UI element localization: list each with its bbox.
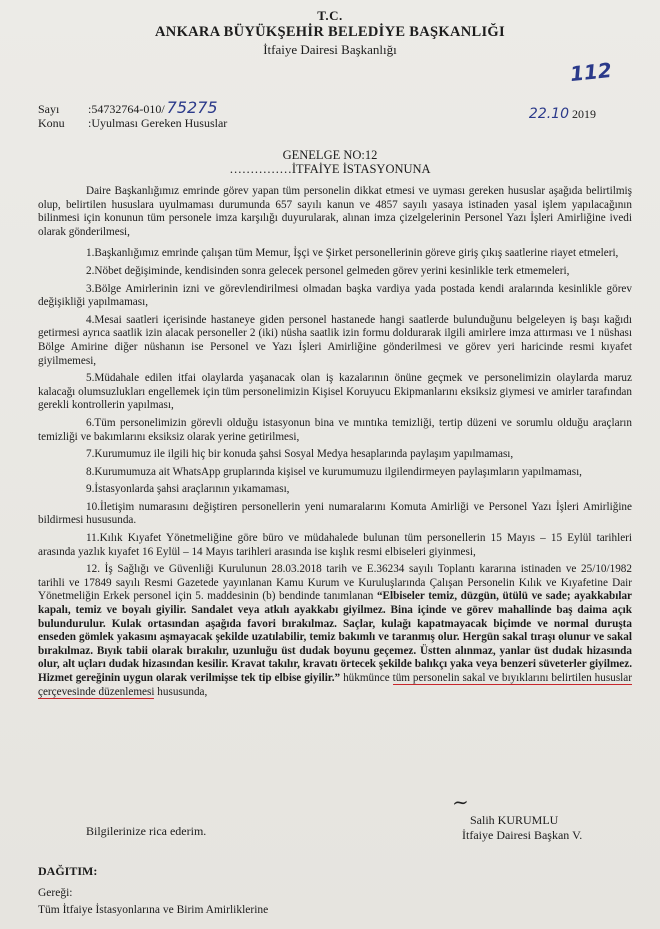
paragraph-item: 10.İletişim numarasını değiştiren personellerin yeni numaralarını Komuta Amirliği ve Personel Yazı İşleri Amirliğine bildirmesi hususunda.	[38, 500, 632, 527]
sayi-value: :54732764-010/	[88, 102, 165, 116]
konu-line	[38, 116, 227, 131]
header-dept: İtfaiye Dairesi Başkanlığı	[263, 42, 397, 57]
regulation-quote: “Elbiseler temiz, düzgün, ütülü ve sade; ayakkabılar kapalı, temiz ve boyalı giyilir. Sandalet veya atkılı ayakkabı giyilmez. Bina içinde ve görev mahallinde baş daima açık bulundurulur. Kulak ortasından aşağıda favori bırakılmaz. Saçlar, kulağı kapatmayacak biçimde ve normal duruşta enseden gömlek yakasını aşmayacak şekilde uzatılabilir, temiz bakımlı ve taranmış olur. Hergün sakal tıraşı olunur ve sakal bırakılmaz. Bıyık tabii olarak bırakılır, uzunluğu üst dudak boyunu geçemez. Üstten alınmaz, yanlar üst dudak hizasında olur, alt uçları dudak hizasından kesilir. Kravat takılır, kravatı örtecek şekilde balıkçı yaka veya benzeri süveterler giyilmez. Hizmet gereğinin uygun olarak verilmişse tek tip elbise giyilir.”	[38, 590, 633, 684]
konu-label: Konu	[38, 116, 65, 130]
date-handwritten: 22.10	[528, 106, 569, 122]
paragraph-intro: Daire Başkanlığımız emrinde görev yapan tüm personelin dikkat etmesi ve uyması gereken hususlar aşağıda belirtilmiş olup, belirtilen hususlara uyulmaması durumunda 657 sayılı kanun ve 4857 sayılı yasaya istinaden yasal işlem yapılacağının bilinmesi için konunun tüm personele imza karşılığı duyurularak, alınan imza çizelgelerinin Personel Yazı İşleri Amirliğine ivedi olarak gönderilmesi,	[38, 185, 632, 238]
distribution-heading: DAĞITIM:	[38, 864, 98, 878]
handwritten-number: 112	[569, 57, 614, 87]
sayi-handwritten: 75275	[166, 98, 218, 117]
konu-value: :Uyulması Gereken Hususlar	[88, 116, 228, 130]
istasyon-title: ……………İTFAİYE İSTASYONUNA	[229, 162, 431, 176]
paragraph-12-text: 12. İş Sağlığı ve Güvenliği Kurulunun 28.03.2018 tarih ve E.36234 sayılı Toplantı kararına istinaden ve 25/10/1982 tarihli ve 17849 sayılı Resmi Gazetede yayınlanan Kamu Kurum ve Kuruluşlarında Çalışan Personelin Kılık ve Kıyafetine Dair Yönetmeliğin Erkek personel için 5. maddesinin (b) bendinde tanımlanan	[38, 563, 632, 603]
paragraph-item-12	[38, 563, 632, 699]
paragraph-item: 8.Kurumumuza ait WhatsApp gruplarında kişisel ve kurumumuzu ilgilendirmeyen paylaşımların yapılmaması,	[86, 465, 582, 478]
date	[529, 106, 596, 122]
sayi-label: Sayı	[38, 102, 60, 116]
paragraph-item: 3.Bölge Amirlerinin izni ve görevlendirilmesi olmadan başka vardiya yada postada kendi aralarında kesinlikle görev değişikliği yapılmaması,	[38, 282, 632, 309]
paragraph-item: 6.Tüm personelimizin görevli olduğu istasyonun bina ve mıntıka temizliği, tertip düzeni ve sorumlu olduğu araçların temizliği ve bakımlarını eksiksiz olarak yerine getirilmesi,	[38, 416, 632, 443]
genelge-title: GENELGE NO:12	[282, 148, 378, 162]
paragraph-item: 2.Nöbet değişiminde, kendisinden sonra gelecek personel gelmeden görev yerini kesinlikle terk etmemeleri,	[86, 264, 570, 277]
paragraph-item: 4.Mesai saatleri içerisinde hastaneye giden personel hastanede hangi saatlerde bulunduğunu belgeleyen iş başı kağıdı getirmesi ayrıca saatlik izin alacak personeller 2 (iki) nüsha saatlik izin formu doldurarak ilgili amirlere imza attırması ve 1 nüshası Bölge Amirine diğer nüshanın ise Personel ve Yazı İşleri Amirliğine gönderilmesi ve görev yeri haricinde resmi kıyafet giyilmemesi,	[38, 313, 632, 367]
signatory-name: Salih KURUMLU	[470, 813, 559, 827]
quote-tail-prefix: hükmünce	[340, 672, 393, 684]
paragraph-item: 7.Kurumumuz ile ilgili hiç bir konuda şahsi Sosyal Medya hesaplarında paylaşım yapılmaması,	[86, 448, 514, 461]
paragraph-item: 5.Müdahale edilen itfai olaylarda yaşanacak olan iş kazalarının önüne geçmek ve personelimizin olaylarda maruz kalacağı olumsuzlukları engellemek için tüm personelimizin Kişisel Koruyucu Ekipmanlarını eksiksiz giymesi ve amirler tarafından gerekli kontrollerin yapılması,	[38, 372, 632, 412]
sayi-line	[38, 98, 218, 117]
signature-mark: ~	[451, 789, 470, 815]
body-text	[38, 185, 632, 699]
paragraph-item: 1.Başkanlığımız emrinde çalışan tüm Memur, İşçi ve Şirket personellerinin göreve giriş çıkış saatlerine riayet etmeleri,	[86, 247, 619, 260]
header-org: ANKARA BÜYÜKŞEHİR BELEDİYE BAŞKANLIĞI	[155, 24, 505, 40]
underlined-text: tüm personelin sakal ve bıyıklarını belirtilen hususlar çerçevesinde düzenlemesi	[38, 672, 632, 698]
distribution-recipients: Tüm İtfaiye İstasyonlarına ve Birim Amirliklerine	[38, 904, 269, 916]
paragraph-item: 9.İstasyonlarda şahsi araçlarının yıkamaması,	[86, 483, 290, 496]
signatory-title: İtfaiye Dairesi Başkan V.	[462, 828, 583, 842]
closing-text: Bilgilerinize rica ederim.	[86, 824, 207, 838]
date-year: 2019	[572, 107, 596, 121]
header-tc: T.C.	[317, 8, 343, 23]
quote-tail-suffix: hususunda,	[154, 685, 208, 698]
distribution-geregi: Gereği:	[38, 887, 73, 899]
paragraph-item: 11.Kılık Kıyafet Yönetmeliğine göre büro ve müdahalede bulunan tüm personellerin 15 Mayıs – 15 Eylül tarihleri arasında yazlık kıyafet 16 Eylül – 14 Mayıs tarihleri arasında ise kışlık resmi elbiseleri giyinmesi,	[38, 532, 632, 558]
